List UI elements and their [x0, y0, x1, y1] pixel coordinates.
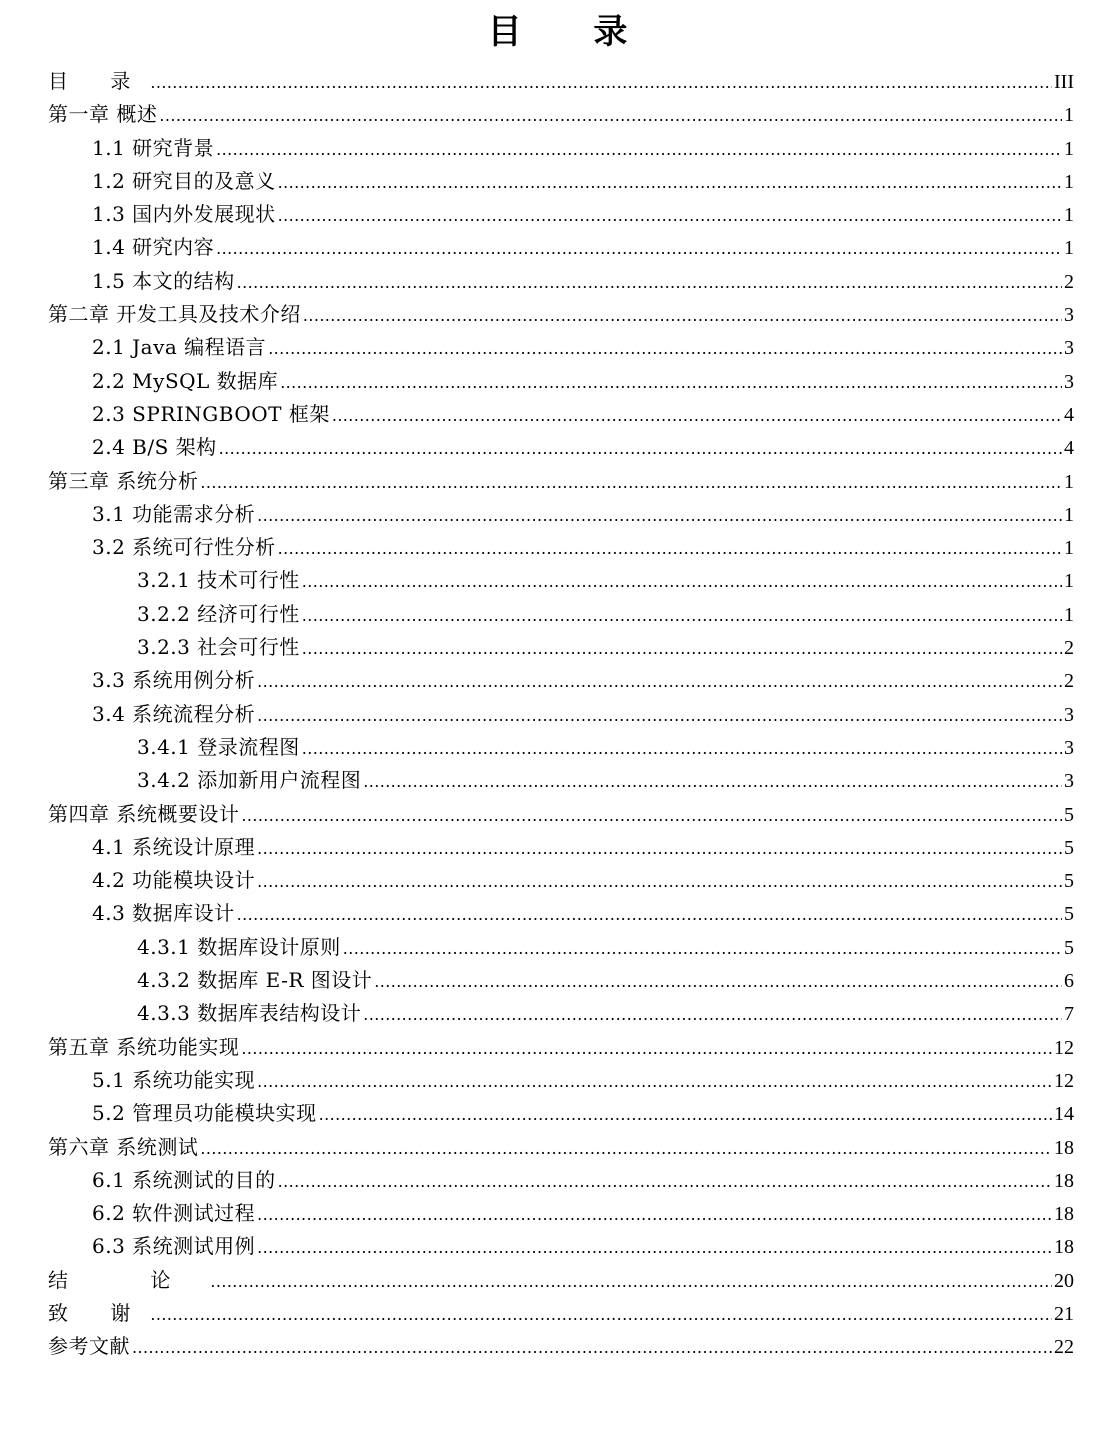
toc-entry-label: 目 录 — [48, 69, 149, 93]
toc-entry-page: 5 — [1064, 836, 1074, 859]
toc-entry-page: 1 — [1064, 204, 1074, 227]
toc-dot-leader — [302, 565, 1062, 598]
toc-entry-page: 2 — [1064, 670, 1074, 693]
toc-entry-label: 2.1 Java 编程语言 — [92, 335, 267, 360]
toc-dot-leader — [363, 998, 1062, 1031]
toc-entry-label: 1.5 本文的结构 — [92, 268, 235, 293]
toc-entry-page: 5 — [1064, 936, 1074, 959]
toc-entry[interactable] — [48, 798, 1074, 831]
toc-entry-page: 18 — [1054, 1169, 1074, 1192]
toc-entry[interactable] — [48, 964, 1074, 997]
toc-entry[interactable] — [48, 731, 1074, 764]
toc-dot-leader — [278, 166, 1062, 199]
toc-entry[interactable] — [48, 598, 1074, 631]
toc-dot-leader — [302, 632, 1062, 665]
toc-entry-page: 6 — [1064, 970, 1074, 993]
toc-entry[interactable] — [48, 931, 1074, 964]
toc-entry[interactable] — [48, 265, 1074, 298]
toc-entry-page: 1 — [1064, 470, 1074, 493]
toc-entry-page: 1 — [1064, 603, 1074, 626]
toc-entry-page: 3 — [1064, 703, 1074, 726]
toc-entry[interactable] — [48, 365, 1074, 398]
toc-dot-leader — [303, 299, 1062, 332]
toc-dot-leader — [210, 1265, 1052, 1298]
toc-dot-leader — [268, 332, 1062, 365]
toc-entry-label: 第五章 系统功能实现 — [48, 1034, 240, 1059]
toc-entry-label: 参考文献 — [48, 1334, 130, 1359]
toc-entry-label: 2.4 B/S 架构 — [92, 435, 217, 460]
toc-entry-label: 3.2.3 社会可行性 — [137, 635, 300, 660]
toc-entry[interactable] — [48, 698, 1074, 731]
toc-dot-leader — [237, 266, 1062, 299]
toc-entry-page: 18 — [1054, 1236, 1074, 1259]
toc-entry-label: 4.2 功能模块设计 — [92, 868, 256, 893]
toc-entry-label: 3.4.1 登录流程图 — [137, 734, 300, 759]
toc-entry-label: 结 论 — [48, 1267, 209, 1292]
toc-dot-leader — [332, 399, 1062, 432]
toc-dot-leader — [257, 832, 1062, 865]
toc-dot-leader — [216, 133, 1062, 166]
toc-entry-label: 4.3 数据库设计 — [92, 901, 235, 926]
toc-dot-leader — [257, 1231, 1052, 1264]
toc-entry-label: 3.2 系统可行性分析 — [92, 535, 276, 560]
toc-dot-leader — [257, 699, 1062, 732]
toc-entry-label: 第六章 系统测试 — [48, 1134, 199, 1159]
toc-entry-page: 2 — [1064, 270, 1074, 293]
toc-entry[interactable] — [48, 1097, 1074, 1130]
toc-dot-leader — [319, 1098, 1052, 1131]
toc-entry-page: 20 — [1054, 1269, 1074, 1292]
toc-entry[interactable] — [48, 398, 1074, 431]
toc-entry-label: 4.3.2 数据库 E-R 图设计 — [137, 968, 373, 993]
toc-entry-page: 22 — [1054, 1336, 1074, 1359]
toc-entry[interactable] — [48, 831, 1074, 864]
toc-entry[interactable] — [48, 764, 1074, 797]
toc-entry[interactable] — [48, 198, 1074, 231]
toc-entry-label: 第二章 开发工具及技术介绍 — [48, 302, 301, 327]
toc-entry[interactable] — [48, 531, 1074, 564]
toc-entry-page: 14 — [1054, 1103, 1074, 1126]
toc-entry[interactable] — [48, 165, 1074, 198]
toc-entry-label: 5.2 管理员功能模块实现 — [92, 1101, 317, 1126]
toc-entry-page: 4 — [1064, 403, 1074, 426]
toc-entry-label: 3.2.1 技术可行性 — [137, 568, 300, 593]
toc-entry-label: 2.2 MySQL 数据库 — [92, 368, 279, 393]
toc-entry-label: 1.4 研究内容 — [92, 235, 215, 260]
toc-dot-leader — [363, 765, 1062, 798]
toc-entry[interactable] — [48, 564, 1074, 597]
toc-entry[interactable] — [48, 431, 1074, 464]
toc-entry[interactable] — [48, 1197, 1074, 1230]
toc-dot-leader — [374, 965, 1062, 998]
toc-dot-leader — [302, 732, 1062, 765]
toc-entry[interactable] — [48, 664, 1074, 697]
toc-dot-leader — [150, 1298, 1052, 1331]
toc-entry-page: 3 — [1064, 770, 1074, 793]
toc-entry[interactable] — [48, 1330, 1074, 1363]
toc-dot-leader — [278, 1165, 1052, 1198]
toc-dot-leader — [132, 1331, 1052, 1364]
toc-entry-label: 3.1 功能需求分析 — [92, 501, 256, 526]
toc-entry[interactable] — [48, 997, 1074, 1030]
toc-entry-label: 6.1 系统测试的目的 — [92, 1167, 276, 1192]
toc-dot-leader — [241, 1032, 1052, 1065]
toc-dot-leader — [257, 665, 1062, 698]
toc-dot-leader — [257, 865, 1062, 898]
toc-entry-page: 1 — [1064, 237, 1074, 260]
toc-entry-page: III — [1054, 71, 1074, 93]
toc-entry-label: 3.4.2 添加新用户流程图 — [137, 768, 362, 793]
toc-dot-leader — [278, 532, 1062, 565]
toc-dot-leader — [237, 898, 1062, 931]
toc-entry[interactable] — [48, 331, 1074, 364]
toc-entry-label: 1.1 研究背景 — [92, 135, 215, 160]
toc-dot-leader — [241, 799, 1062, 832]
toc-entry-page: 7 — [1064, 1003, 1074, 1026]
toc-entry-label: 4.3.3 数据库表结构设计 — [137, 1001, 362, 1026]
toc-dot-leader — [200, 1132, 1052, 1165]
toc-entry-label: 第一章 概述 — [48, 102, 158, 127]
toc-entry-page: 3 — [1064, 337, 1074, 360]
toc-entry[interactable] — [48, 132, 1074, 165]
toc-entry-page: 5 — [1064, 870, 1074, 893]
page-title: 目 录 — [487, 12, 658, 52]
toc-entry-page: 3 — [1064, 370, 1074, 393]
toc-entry-label: 5.1 系统功能实现 — [92, 1067, 256, 1092]
toc-entry-page: 4 — [1064, 437, 1074, 460]
toc-entry[interactable] — [48, 1264, 1074, 1297]
toc-dot-leader — [280, 366, 1062, 399]
toc-entry[interactable] — [48, 1164, 1074, 1197]
toc-entry-page: 1 — [1064, 570, 1074, 593]
toc-dot-leader — [302, 599, 1062, 632]
toc-entry-page: 3 — [1064, 304, 1074, 327]
toc-entry-label: 6.3 系统测试用例 — [92, 1234, 256, 1259]
toc-entry-page: 18 — [1054, 1136, 1074, 1159]
toc-entry-page: 1 — [1064, 537, 1074, 560]
toc-entry-label: 3.4 系统流程分析 — [92, 701, 256, 726]
toc-entry-label: 3.3 系统用例分析 — [92, 668, 256, 693]
toc-entry-label: 4.1 系统设计原理 — [92, 834, 256, 859]
toc-dot-leader — [278, 199, 1062, 232]
toc-dot-leader — [150, 66, 1052, 99]
toc-entry[interactable] — [48, 498, 1074, 531]
toc-entry-page: 1 — [1064, 503, 1074, 526]
toc-entry[interactable] — [48, 98, 1074, 131]
toc-entry[interactable] — [48, 298, 1074, 331]
toc-entry-page: 2 — [1064, 637, 1074, 660]
toc-entry[interactable] — [48, 864, 1074, 897]
toc-entry[interactable] — [48, 231, 1074, 264]
toc-entry-page: 21 — [1054, 1302, 1074, 1325]
toc-entry-page: 5 — [1064, 903, 1074, 926]
toc-dot-leader — [216, 232, 1062, 265]
toc-entry[interactable] — [48, 1131, 1074, 1164]
toc-entry-label: 第三章 系统分析 — [48, 468, 199, 493]
toc-dot-leader — [257, 1065, 1052, 1098]
toc-entry[interactable] — [48, 631, 1074, 664]
toc-entry-page: 1 — [1064, 170, 1074, 193]
toc-entry[interactable] — [48, 465, 1074, 498]
toc-dot-leader — [257, 499, 1062, 532]
toc-entry[interactable] — [48, 1064, 1074, 1097]
toc-dot-leader — [343, 932, 1062, 965]
toc-entry[interactable] — [48, 1230, 1074, 1263]
toc-dot-leader — [257, 1198, 1052, 1231]
toc-entry-label: 1.2 研究目的及意义 — [92, 168, 276, 193]
toc-entry-label: 4.3.1 数据库设计原则 — [137, 934, 341, 959]
toc-entry[interactable] — [48, 1297, 1074, 1330]
toc-entry-page: 12 — [1054, 1036, 1074, 1059]
toc-dot-leader — [219, 432, 1062, 465]
toc-entry-label: 致 谢 — [48, 1300, 149, 1325]
toc-entry-label: 2.3 SPRINGBOOT 框架 — [92, 401, 330, 426]
toc-entry-page: 1 — [1064, 137, 1074, 160]
toc-entry-page: 5 — [1064, 803, 1074, 826]
toc-entry-label: 第四章 系统概要设计 — [48, 801, 240, 826]
toc-entry-page: 1 — [1064, 104, 1074, 127]
toc-entry-label: 3.2.2 经济可行性 — [137, 601, 300, 626]
toc-entry-page: 12 — [1054, 1069, 1074, 1092]
table-of-contents — [48, 65, 1074, 1364]
toc-entry[interactable] — [48, 1031, 1074, 1064]
toc-entry-label: 1.3 国内外发展现状 — [92, 202, 276, 227]
toc-entry-page: 3 — [1064, 736, 1074, 759]
toc-dot-leader — [159, 99, 1062, 132]
toc-entry[interactable] — [48, 65, 1074, 98]
toc-entry[interactable] — [48, 897, 1074, 930]
toc-dot-leader — [200, 466, 1062, 499]
toc-entry-label: 6.2 软件测试过程 — [92, 1201, 256, 1226]
toc-entry-page: 18 — [1054, 1203, 1074, 1226]
